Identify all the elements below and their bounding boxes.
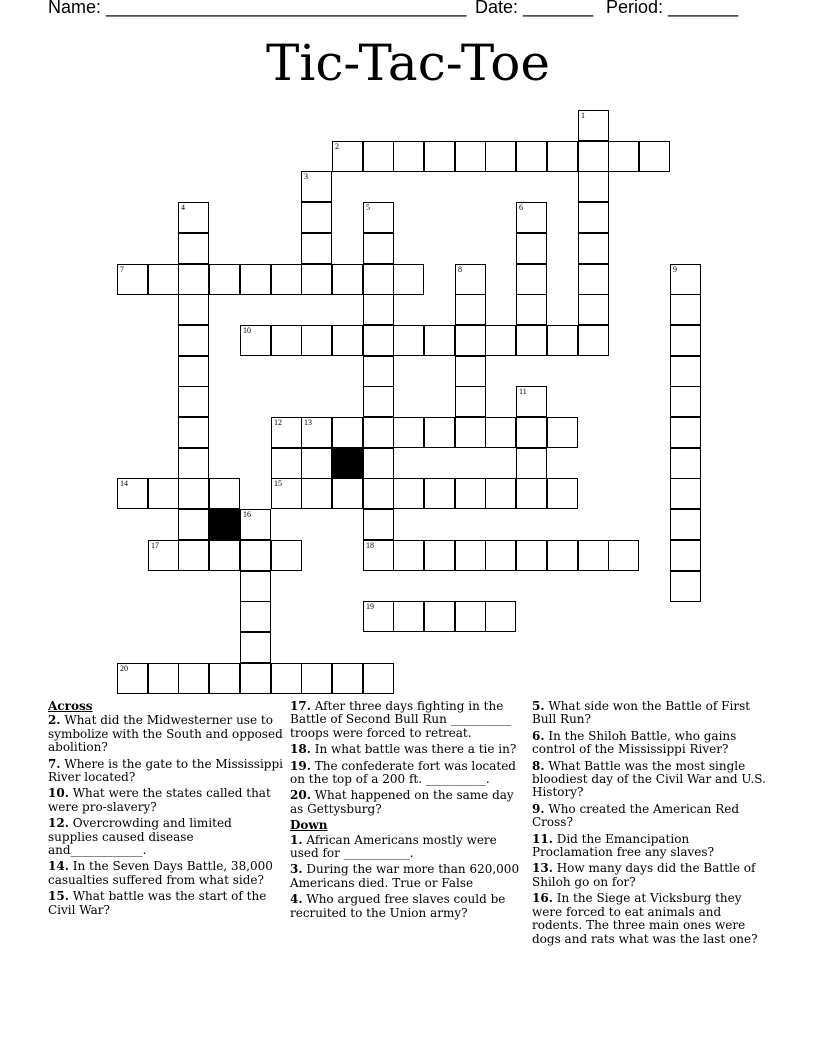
clue-number: 16 bbox=[243, 510, 251, 519]
grid-cell[interactable] bbox=[363, 601, 394, 632]
clue-across-19: 19. The confederate fort was located on the top of a 200 ft. __________. bbox=[290, 758, 516, 787]
grid-cell[interactable] bbox=[178, 294, 209, 325]
grid-cell[interactable] bbox=[424, 601, 455, 632]
grid-cell[interactable] bbox=[670, 356, 701, 387]
grid-cell[interactable] bbox=[547, 478, 578, 509]
grid-cell[interactable] bbox=[670, 386, 701, 417]
grid-cell[interactable] bbox=[485, 417, 516, 448]
grid-cell[interactable] bbox=[363, 386, 394, 417]
grid-cell[interactable] bbox=[363, 417, 394, 448]
grid-cell[interactable] bbox=[547, 417, 578, 448]
clues-column-2 bbox=[290, 700, 522, 923]
grid-cell[interactable] bbox=[455, 294, 486, 325]
grid-cell[interactable] bbox=[516, 233, 547, 264]
grid-cell[interactable] bbox=[455, 141, 486, 172]
clue-number: 15 bbox=[274, 479, 282, 488]
grid-cell[interactable] bbox=[516, 294, 547, 325]
grid-cell[interactable] bbox=[516, 202, 547, 233]
clue-down-5: 5. What side won the Battle of First Bull Run? bbox=[532, 699, 751, 727]
clue-number: 4 bbox=[181, 203, 185, 212]
period-field-label[interactable]: Period: _______ bbox=[606, 0, 739, 17]
clue-across-14: 14. In the Seven Days Battle, 38,000 casualties suffered from what side? bbox=[48, 859, 273, 887]
grid-cell[interactable] bbox=[271, 540, 302, 571]
grid-cell[interactable] bbox=[670, 325, 701, 356]
grid-cell[interactable] bbox=[301, 171, 332, 202]
clue-across-18: 18. In what battle was there a tie in? bbox=[290, 742, 517, 757]
grid-cell[interactable] bbox=[578, 171, 609, 202]
grid-cell[interactable] bbox=[271, 448, 302, 479]
clues-column-3 bbox=[532, 700, 768, 949]
grid-cell[interactable] bbox=[117, 478, 148, 509]
grid-cell[interactable] bbox=[578, 325, 609, 356]
grid-cell[interactable] bbox=[516, 264, 547, 295]
clue-down-8: 8. What Battle was the most single bloodiest day of the Civil War and U.S. History? bbox=[532, 758, 766, 800]
clue-number: 12 bbox=[274, 418, 282, 427]
grid-cell[interactable] bbox=[332, 141, 363, 172]
clue-down-3: 3. During the war more than 620,000 Americans died. True or False bbox=[290, 862, 520, 890]
grid-cell[interactable] bbox=[209, 264, 240, 295]
grid-cell[interactable] bbox=[424, 325, 455, 356]
clue-down-4: 4. Who argued free slaves could be recruited to the Union army? bbox=[290, 892, 506, 920]
grid-cell[interactable] bbox=[240, 601, 271, 632]
grid-cell[interactable] bbox=[301, 202, 332, 233]
grid-cell[interactable] bbox=[578, 110, 609, 141]
grid-cell[interactable] bbox=[363, 233, 394, 264]
grid-cell[interactable] bbox=[670, 264, 701, 295]
grid-cell[interactable] bbox=[332, 417, 363, 448]
clue-number: 17 bbox=[151, 541, 159, 550]
name-field-label[interactable]: Name: ____________________________________ bbox=[48, 0, 467, 17]
grid-cell[interactable] bbox=[363, 663, 394, 694]
grid-cell[interactable] bbox=[240, 264, 271, 295]
grid-cell[interactable] bbox=[301, 233, 332, 264]
grid-cell[interactable] bbox=[178, 540, 209, 571]
grid-cell[interactable] bbox=[670, 478, 701, 509]
clue-number: 18 bbox=[366, 541, 374, 550]
clue-down-13: 13. How many days did the Battle of Shiloh go on for? bbox=[532, 861, 756, 889]
grid-cell[interactable] bbox=[363, 141, 394, 172]
grid-cell[interactable] bbox=[363, 356, 394, 387]
grid-cell[interactable] bbox=[393, 601, 424, 632]
across-heading: Across bbox=[48, 699, 93, 713]
grid-cell[interactable] bbox=[455, 325, 486, 356]
grid-cell[interactable] bbox=[209, 663, 240, 694]
grid-cell[interactable] bbox=[485, 325, 516, 356]
grid-cell[interactable] bbox=[178, 509, 209, 540]
clue-number: 19 bbox=[366, 602, 374, 611]
grid-cell[interactable] bbox=[393, 264, 424, 295]
grid-cell[interactable] bbox=[424, 417, 455, 448]
clue-number: 3 bbox=[304, 172, 308, 181]
grid-cell[interactable] bbox=[547, 540, 578, 571]
grid-cell[interactable] bbox=[117, 663, 148, 694]
grid-cell[interactable] bbox=[393, 325, 424, 356]
grid-cell[interactable] bbox=[271, 417, 302, 448]
grid-cell[interactable] bbox=[424, 141, 455, 172]
grid-cell[interactable] bbox=[332, 264, 363, 295]
clue-number: 6 bbox=[519, 203, 523, 212]
grid-cell[interactable] bbox=[332, 478, 363, 509]
clue-across-7: 7. Where is the gate to the Mississippi River located? bbox=[48, 756, 283, 785]
grid-cell[interactable] bbox=[271, 478, 302, 509]
grid-cell[interactable] bbox=[485, 601, 516, 632]
grid-cell[interactable] bbox=[240, 663, 271, 694]
grid-cell[interactable] bbox=[271, 264, 302, 295]
grid-cell[interactable] bbox=[148, 264, 179, 295]
grid-cell[interactable] bbox=[608, 540, 639, 571]
clues-column-1 bbox=[48, 700, 284, 920]
grid-cell[interactable] bbox=[393, 141, 424, 172]
grid-cell[interactable] bbox=[178, 417, 209, 448]
grid-cell[interactable] bbox=[332, 663, 363, 694]
clue-number: 8 bbox=[458, 265, 462, 274]
clue-number: 5 bbox=[366, 203, 370, 212]
clue-down-1: 1. African Americans mostly were used for ___________. bbox=[290, 832, 497, 861]
grid-cell[interactable] bbox=[301, 264, 332, 295]
grid-cell[interactable] bbox=[363, 448, 394, 479]
grid-cell[interactable] bbox=[117, 264, 148, 295]
grid-cell[interactable] bbox=[301, 478, 332, 509]
grid-cell[interactable] bbox=[148, 540, 179, 571]
grid-cell[interactable] bbox=[301, 448, 332, 479]
grid-cell[interactable] bbox=[455, 356, 486, 387]
clue-number: 11 bbox=[519, 387, 527, 396]
grid-cell[interactable] bbox=[670, 417, 701, 448]
clue-across-2: 2. What did the Midwesterner use to symbolize with the South and opposed abolition? bbox=[48, 713, 283, 755]
grid-cell[interactable] bbox=[148, 663, 179, 694]
grid-cell[interactable] bbox=[148, 478, 179, 509]
clue-down-6: 6. In the Shiloh Battle, who gains control of the Mississippi River? bbox=[532, 728, 737, 757]
clue-number: 7 bbox=[120, 265, 124, 274]
grid-cell[interactable] bbox=[516, 448, 547, 479]
grid-cell[interactable] bbox=[578, 233, 609, 264]
grid-cell[interactable] bbox=[516, 417, 547, 448]
grid-cell[interactable] bbox=[393, 417, 424, 448]
grid-cell[interactable] bbox=[178, 325, 209, 356]
grid-cell[interactable] bbox=[178, 356, 209, 387]
clue-across-12: 12. Overcrowding and limited supplies caused disease and____________. bbox=[48, 816, 232, 858]
grid-cell[interactable] bbox=[240, 540, 271, 571]
grid-cell[interactable] bbox=[301, 325, 332, 356]
grid-block bbox=[209, 509, 240, 540]
grid-cell[interactable] bbox=[178, 448, 209, 479]
grid-cell[interactable] bbox=[209, 540, 240, 571]
grid-cell[interactable] bbox=[178, 386, 209, 417]
grid-cell[interactable] bbox=[485, 478, 516, 509]
grid-cell[interactable] bbox=[455, 540, 486, 571]
grid-cell[interactable] bbox=[240, 571, 271, 602]
clue-across-20: 20. What happened on the same day as Gettysburg? bbox=[290, 788, 514, 816]
grid-cell[interactable] bbox=[639, 141, 670, 172]
grid-cell[interactable] bbox=[178, 478, 209, 509]
clue-number: 14 bbox=[120, 479, 128, 488]
grid-cell[interactable] bbox=[178, 202, 209, 233]
grid-cell[interactable] bbox=[393, 540, 424, 571]
grid-cell[interactable] bbox=[393, 478, 424, 509]
clue-number: 13 bbox=[304, 418, 312, 427]
clue-number: 2 bbox=[335, 142, 339, 151]
grid-block bbox=[332, 448, 363, 479]
grid-cell[interactable] bbox=[178, 264, 209, 295]
grid-cell[interactable] bbox=[240, 509, 271, 540]
clue-number: 1 bbox=[581, 111, 585, 120]
grid-cell[interactable] bbox=[301, 417, 332, 448]
grid-cell[interactable] bbox=[670, 509, 701, 540]
down-heading: Down bbox=[290, 818, 328, 833]
clue-across-15: 15. What battle was the start of the Civil War? bbox=[48, 889, 267, 917]
grid-cell[interactable] bbox=[240, 632, 271, 663]
clue-down-9: 9. Who created the American Red Cross? bbox=[532, 801, 740, 830]
grid-cell[interactable] bbox=[485, 141, 516, 172]
clue-number: 20 bbox=[120, 664, 128, 673]
grid-cell[interactable] bbox=[608, 141, 639, 172]
clue-down-16: 16. In the Siege at Vicksburg they were forced to eat animals and rodents. The three main ones were dogs and rats what was the last one? bbox=[532, 891, 758, 946]
grid-cell[interactable] bbox=[547, 325, 578, 356]
grid-cell[interactable] bbox=[578, 141, 609, 172]
grid-cell[interactable] bbox=[578, 264, 609, 295]
grid-cell[interactable] bbox=[271, 663, 302, 694]
grid-cell[interactable] bbox=[271, 325, 302, 356]
grid-cell[interactable] bbox=[670, 571, 701, 602]
grid-cell[interactable] bbox=[516, 540, 547, 571]
grid-cell[interactable] bbox=[455, 264, 486, 295]
grid-cell[interactable] bbox=[424, 540, 455, 571]
grid-cell[interactable] bbox=[209, 478, 240, 509]
clue-number: 10 bbox=[243, 326, 251, 335]
grid-cell[interactable] bbox=[363, 509, 394, 540]
grid-cell[interactable] bbox=[363, 202, 394, 233]
grid-cell[interactable] bbox=[178, 663, 209, 694]
clue-across-17: 17. After three days fighting in the Battle of Second Bull Run __________ troops were forced to retreat. bbox=[290, 699, 511, 740]
grid-cell[interactable] bbox=[363, 294, 394, 325]
grid-cell[interactable] bbox=[516, 325, 547, 356]
grid-cell[interactable] bbox=[578, 294, 609, 325]
grid-cell[interactable] bbox=[455, 417, 486, 448]
page-title: Tic-Tac-Toe bbox=[265, 34, 550, 92]
date-field-label[interactable]: Date: _______ bbox=[475, 0, 594, 17]
grid-cell[interactable] bbox=[332, 325, 363, 356]
grid-cell[interactable] bbox=[301, 663, 332, 694]
clue-down-11: 11. Did the Emancipation Proclamation free any slaves? bbox=[532, 831, 715, 860]
grid-cell[interactable] bbox=[455, 601, 486, 632]
grid-cell[interactable] bbox=[578, 540, 609, 571]
grid-cell[interactable] bbox=[363, 325, 394, 356]
grid-cell[interactable] bbox=[670, 294, 701, 325]
grid-cell[interactable] bbox=[424, 478, 455, 509]
grid-cell[interactable] bbox=[363, 264, 394, 295]
grid-cell[interactable] bbox=[670, 540, 701, 571]
grid-cell[interactable] bbox=[455, 478, 486, 509]
grid-cell[interactable] bbox=[670, 448, 701, 479]
grid-cell[interactable] bbox=[516, 386, 547, 417]
grid-cell[interactable] bbox=[516, 478, 547, 509]
clue-across-10: 10. What were the states called that were pro-slavery? bbox=[48, 786, 271, 814]
grid-cell[interactable] bbox=[363, 540, 394, 571]
grid-cell[interactable] bbox=[240, 325, 271, 356]
grid-cell[interactable] bbox=[485, 540, 516, 571]
grid-cell[interactable] bbox=[363, 478, 394, 509]
grid-cell[interactable] bbox=[455, 386, 486, 417]
clue-number: 9 bbox=[673, 265, 677, 274]
grid-cell[interactable] bbox=[547, 141, 578, 172]
grid-cell[interactable] bbox=[578, 202, 609, 233]
grid-cell[interactable] bbox=[516, 141, 547, 172]
grid-cell[interactable] bbox=[178, 233, 209, 264]
